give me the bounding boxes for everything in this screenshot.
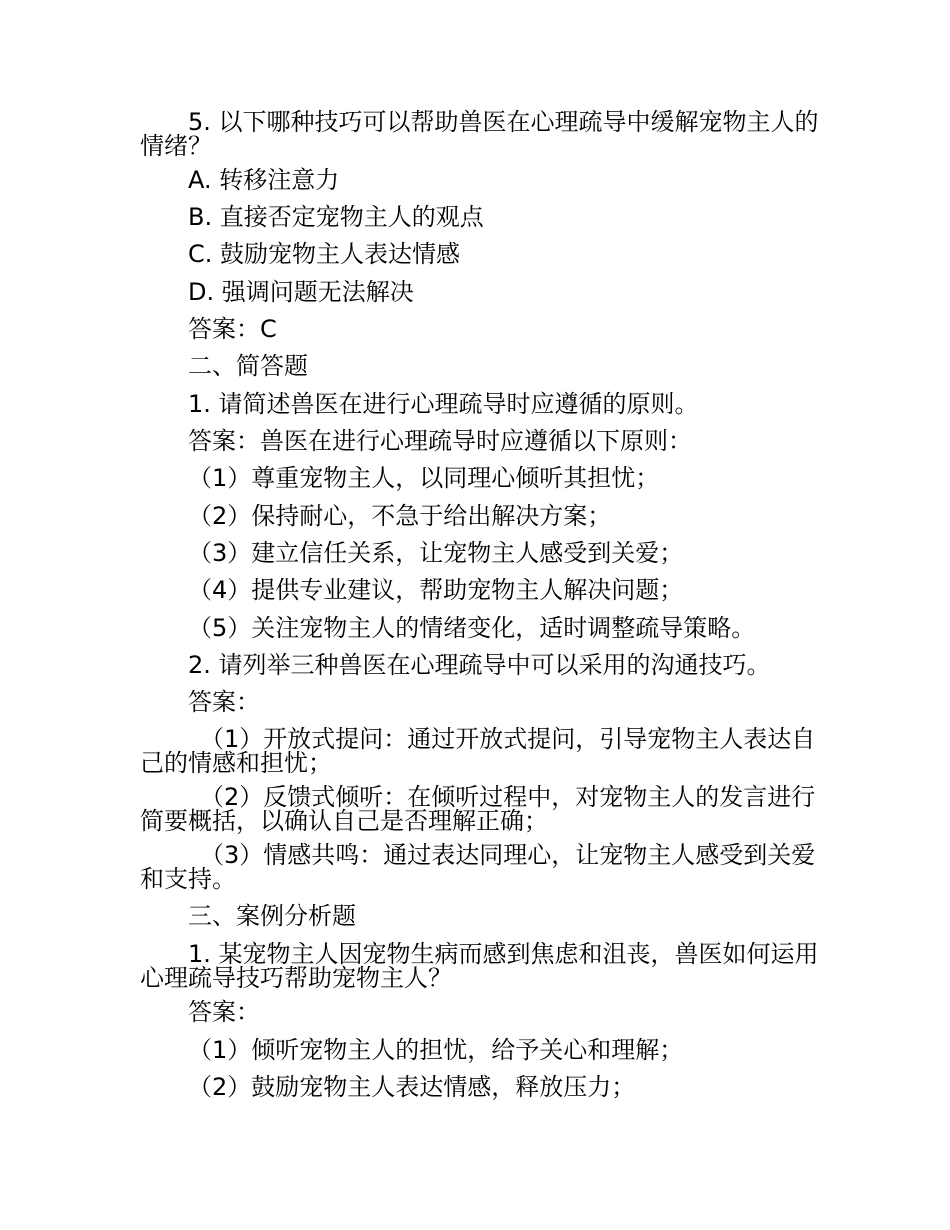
section2-heading: 二、简答题 <box>188 352 308 380</box>
s2-q1-point-1: （1）尊重宠物主人，以同理心倾听其担忧； <box>188 464 660 492</box>
s2-q1-point-5: （5）关注宠物主人的情绪变化，适时调整疏导策略。 <box>188 614 756 642</box>
s3-q1-answer-intro: 答案： <box>188 998 260 1026</box>
s2-q2-answer-intro: 答案： <box>188 688 260 716</box>
s2-q2-question: 2. 请列举三种兽医在心理疏导中可以采用的沟通技巧。 <box>188 651 771 679</box>
q5-option-b: B. 直接否定宠物主人的观点 <box>188 203 484 231</box>
s2-q1-point-2: （2）保持耐心，不急于给出解决方案； <box>188 502 612 530</box>
s2-q1-question: 1. 请简述兽医在进行心理疏导时应遵循的原则。 <box>188 390 699 418</box>
q5-option-d: D. 强调问题无法解决 <box>188 278 414 306</box>
s2-q2-point-3: （3）情感共鸣：通过表达同理心，让宠物主人感受到关爱和支持。 <box>140 841 816 893</box>
q5-option-c: C. 鼓励宠物主人表达情感 <box>188 240 461 268</box>
s2-q1-point-3: （3）建立信任关系，让宠物主人感受到关爱； <box>188 539 684 567</box>
s2-q1-point-4: （4）提供专业建议，帮助宠物主人解决问题； <box>188 576 684 604</box>
s3-q1-question: 1. 某宠物主人因宠物生病而感到焦虑和沮丧，兽医如何运用心理疏导技巧帮助宠物主人？ <box>140 940 819 992</box>
s2-q1-answer-intro: 答案：兽医在进行心理疏导时应遵循以下原则： <box>188 427 692 455</box>
q5-option-a: A. 转移注意力 <box>188 166 340 194</box>
q5-question: 5. 以下哪种技巧可以帮助兽医在心理疏导中缓解宠物主人的情绪？ <box>140 108 819 160</box>
s3-q1-point-1: （1）倾听宠物主人的担忧，给予关心和理解； <box>188 1036 684 1064</box>
q5-answer: 答案：C <box>188 315 277 343</box>
s2-q2-point-1: （1）开放式提问：通过开放式提问，引导宠物主人表达自己的情感和担忧； <box>140 725 816 777</box>
section3-heading: 三、案例分析题 <box>188 902 356 930</box>
s2-q2-point-2: （2）反馈式倾听：在倾听过程中，对宠物主人的发言进行简要概括，以确认自己是否理解正确； <box>140 783 816 835</box>
s3-q1-point-2: （2）鼓励宠物主人表达情感，释放压力； <box>188 1073 636 1101</box>
